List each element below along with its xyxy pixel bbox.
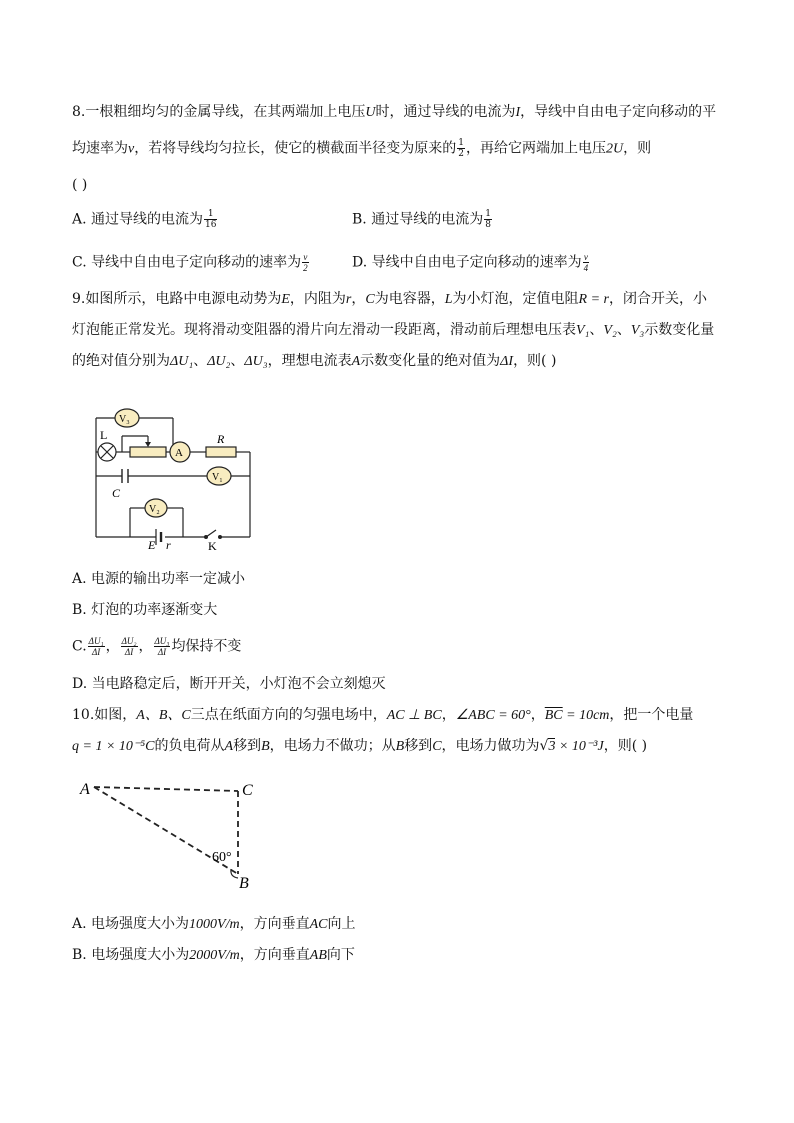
- text: 为小灯泡，定值电阻: [452, 291, 579, 307]
- frac-den: ΔI: [91, 647, 101, 657]
- frac-num: v: [583, 252, 588, 262]
- text: 的负电荷从: [154, 738, 225, 754]
- text: A. 电场强度大小为: [72, 916, 190, 932]
- label-v1: V₁: [212, 472, 223, 483]
- q8-option-b: [352, 209, 493, 230]
- var-AB: AB: [309, 948, 327, 963]
- label-l: L: [100, 428, 108, 442]
- label-r-internal: r: [166, 538, 171, 552]
- text: ，: [530, 707, 545, 723]
- text: C. 导线中自由电子定向移动的速率为: [72, 254, 302, 271]
- var-dU1: ΔU₁: [170, 354, 194, 369]
- var-C: C: [432, 739, 442, 754]
- text: ，电场力不做功；从: [269, 738, 396, 754]
- var-perp: AC ⊥ BC: [386, 708, 442, 723]
- text: D. 导线中自由电子定向移动的速率为: [352, 254, 582, 271]
- var-ABC: A、B、C: [136, 708, 191, 723]
- var-work: × 10⁻³J: [555, 739, 604, 754]
- q8-option-a: [72, 209, 218, 230]
- fraction: [583, 252, 590, 273]
- text: ，方向垂直: [239, 947, 310, 963]
- fraction: [204, 209, 217, 230]
- text: ，若将导线均匀拉长，使它的横截面半径变为原来的: [134, 140, 457, 157]
- text: 均保持不变: [171, 638, 242, 655]
- var-A: A: [351, 354, 361, 369]
- label-e: E: [148, 538, 156, 552]
- text: 向下: [326, 947, 355, 963]
- label-v3: V₃: [119, 414, 130, 425]
- circuit-diagram: [88, 402, 263, 552]
- var-B: B: [261, 739, 270, 754]
- q9-option-d: D. 当电路稳定后，断开开关，小灯泡不会立刻熄灭: [72, 676, 386, 692]
- text: ，闭合开关，小: [608, 291, 707, 307]
- text: B. 电场强度大小为: [72, 947, 190, 963]
- q8-stem-line2: [72, 138, 651, 160]
- q10-stem-line2: [72, 736, 647, 757]
- text: 示数变化量: [644, 322, 715, 338]
- var-dI: ΔI: [500, 354, 514, 369]
- fraction: [302, 252, 309, 273]
- label-v2: V₂: [149, 504, 160, 515]
- point-b-label: B: [239, 875, 249, 892]
- q8-stem-line1: [72, 102, 716, 123]
- value: 2000V/m: [189, 948, 240, 963]
- frac-num: 1: [204, 209, 217, 220]
- text: B. 通过导线的电流为: [352, 211, 484, 228]
- text: 为电容器，: [374, 291, 445, 307]
- fraction: [484, 209, 492, 230]
- frac-den: ΔI: [157, 647, 167, 657]
- text: 移到: [233, 738, 262, 754]
- frac-den: 16: [205, 220, 217, 230]
- text: 示数变化量的绝对值为: [360, 353, 501, 369]
- slider-arrow: [145, 442, 151, 447]
- text: 三点在纸面方向的匀强电场中，: [190, 707, 387, 723]
- q9-stem-line3: 的绝对值分别为ΔU₁、ΔU₂、ΔU₃，理想电流表A示数变化量的绝对值为ΔI，则( ): [72, 353, 557, 369]
- sqrt-radicand: 3: [548, 739, 556, 754]
- sqrt-symbol: √: [539, 738, 549, 754]
- var-v: v: [128, 141, 135, 157]
- var-C: C: [365, 292, 375, 307]
- switch-contact: [218, 535, 222, 539]
- var-V3: V₃: [630, 323, 645, 338]
- text: ，: [351, 291, 366, 307]
- var-E: E: [281, 292, 290, 307]
- text: ，电场力做功为: [441, 738, 540, 754]
- text: 9.如图所示，电路中电源电动势为: [72, 291, 282, 307]
- var-I: I: [515, 105, 521, 120]
- var-V2: V₂: [603, 323, 617, 338]
- var-dU3: ΔU₃: [244, 354, 268, 369]
- capacitor-symbol: [122, 469, 128, 483]
- var-AC: AC: [309, 917, 328, 932]
- text: ，则: [623, 140, 652, 157]
- fraction: [88, 636, 105, 657]
- text: ，导线中自由电子定向移动的平: [520, 104, 717, 120]
- q10-option-b: [72, 945, 355, 966]
- label-r: R: [217, 432, 225, 446]
- frac-den: 2: [303, 263, 308, 273]
- frac-num: v: [303, 252, 308, 262]
- q8-option-c: [72, 252, 310, 273]
- lamp-symbol: [98, 443, 116, 461]
- frac-num: ΔU₃: [154, 636, 170, 646]
- q9-option-c: C. $\frac{\text{ΔU₁}}{\Delta I}$ ， $\frac{\text{ΔU₂}}{\Delta I}$ ， $\frac{\text{ΔU₃}}{\Delta I}$ 均保持不变: [72, 636, 242, 657]
- label-c: C: [112, 486, 121, 500]
- q10-option-a: [72, 914, 355, 935]
- label-a: A: [175, 447, 183, 459]
- q9-option-b: B. 灯泡的功率逐渐变大: [72, 602, 218, 618]
- value: 1000V/m: [189, 917, 240, 932]
- text: 的绝对值分别为: [72, 353, 170, 369]
- var-L: L: [444, 292, 453, 307]
- var-BC: $\overline{BC}$: [544, 708, 563, 723]
- q9-option-a: A. 电源的输出功率一定减小: [72, 571, 246, 587]
- frac-den: ΔI: [124, 647, 134, 657]
- frac-num: ΔU₂: [121, 636, 137, 646]
- text: 均速率为: [72, 140, 128, 157]
- var-BC-value: = 10cm: [562, 708, 610, 723]
- text: 灯泡能正常发光。现将滑动变阻器的滑片向左滑动一段距离，滑动前后理想电压表: [72, 322, 576, 338]
- var-A: A: [224, 739, 234, 754]
- var-R-eq: R = r: [578, 292, 609, 307]
- point-c-label: C: [242, 782, 253, 799]
- text: ，理想电流表: [267, 353, 352, 369]
- text: A. 通过导线的电流为: [72, 211, 204, 228]
- text: 时，通过导线的电流为: [375, 104, 516, 120]
- text: ，把一个电量: [609, 707, 694, 723]
- rheostat-symbol: [130, 447, 166, 457]
- point-a-label: A: [80, 781, 90, 798]
- var-B: B: [395, 739, 405, 754]
- frac-den: 4: [583, 263, 589, 273]
- var-dU2: ΔU₂: [207, 354, 231, 369]
- var-2U: 2U: [605, 141, 624, 157]
- label-k: K: [208, 539, 217, 552]
- text: 向上: [327, 916, 356, 932]
- text: 10.如图，: [72, 707, 137, 723]
- var-q: q = 1 × 10⁻⁵C: [72, 739, 155, 754]
- triangle-diagram: [76, 774, 266, 892]
- text: ，: [441, 707, 456, 723]
- text: 移到: [404, 738, 433, 754]
- text: ，内阻为: [289, 291, 346, 307]
- frac-num: ΔU₁: [88, 636, 104, 646]
- angle-label: 60°: [212, 850, 232, 865]
- var-U: U: [365, 105, 376, 120]
- q8-option-d: [352, 252, 590, 273]
- text: ，方向垂直: [239, 916, 310, 932]
- frac-den: 8: [485, 220, 491, 230]
- fraction: [154, 636, 171, 657]
- frac-num: 1: [485, 209, 491, 219]
- frac-num: 1: [458, 138, 464, 148]
- fraction-half: [457, 138, 465, 159]
- q9-stem-line1: [72, 289, 707, 310]
- q8-answer-paren: ( ): [72, 177, 88, 193]
- text: ，则( ): [603, 738, 648, 754]
- q9-stem-line2: 灯泡能正常发光。现将滑动变阻器的滑片向左滑动一段距离，滑动前后理想电压表V₁、V₂、V₃示数变化量: [72, 322, 715, 338]
- resistor-symbol: [206, 447, 236, 457]
- text: C.: [72, 638, 87, 655]
- q10-stem-line1: [72, 705, 693, 726]
- text: 8.一根粗细均匀的金属导线，在其两端加上电压: [72, 104, 366, 120]
- var-angle: ∠ABC = 60°: [455, 708, 531, 723]
- var-r: r: [345, 292, 352, 307]
- fraction: [121, 636, 138, 657]
- var-V1: V₁: [576, 323, 590, 338]
- frac-den: 2: [458, 149, 464, 159]
- text: ，再给它两端加上电压: [465, 140, 606, 157]
- text: ，则( ): [513, 353, 557, 369]
- battery-symbol: [156, 529, 161, 545]
